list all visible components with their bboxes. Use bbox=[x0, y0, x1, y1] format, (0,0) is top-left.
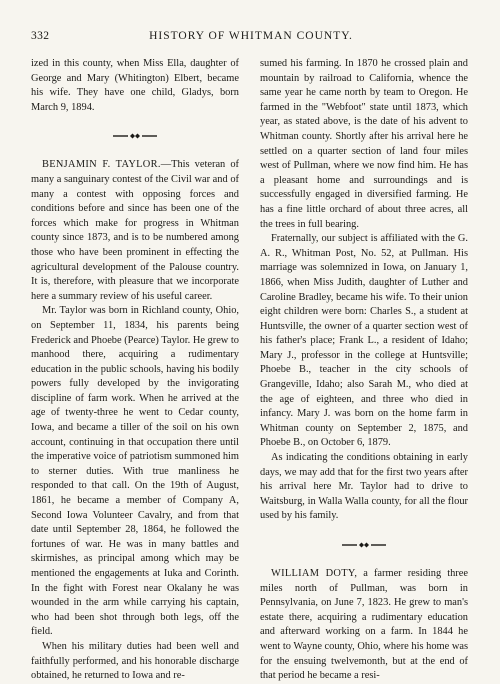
taylor-paragraph-1 bbox=[31, 158, 239, 304]
divider-ornament-icon-2 bbox=[342, 541, 386, 549]
running-title: HISTORY OF WHITMAN COUNTY. bbox=[149, 30, 353, 42]
doty-paragraph bbox=[260, 567, 468, 684]
taylor-paragraph-1-text: —This veteran of many a sanguinary contest of the Civil war and of many a contest with opposing forces and conditions before and since has been one of the forces which make for progress in Whitman county since 1873, and is to be numbered among those who have been prominent in effecting the agricultural development of the Palouse country. It is, therefore, with pleasure that we incorporate here a summary review of his useful career. bbox=[31, 159, 239, 302]
taylor-paragraph-2: Mr. Taylor was born in Richland county, Ohio, on September 11, 1834, his parents being Frederick and Phoebe (Pearce) Taylor. He grew to manhood there, acquiring a rudimentary education in the public schools, having his bodily powers fully developed by the invigorating discipline of farm work. When he arrived at the age of twenty-three he went to Cedar county, Iowa, and became a tiller of the soil on his own account, continuing in that occupation there until the imperative voice of patriotism summoned him to sterner duties. With true manliness he responded to that call. On the 19th of August, 1861, he became a member of Company A, Second Iowa Volunteer Cavalry, and from that date until September 28, 1864, he followed the fortunes of war. He was in many battles and skirmishes, as principal among which may be mentioned the engagements at Iuka and Corinth. In the fight with Forest near Okalany he was wounded in the arm while carrying his captain, who had been shot through both legs, off the field. bbox=[31, 305, 239, 638]
right-column bbox=[260, 57, 468, 684]
left-column bbox=[31, 57, 239, 684]
intro-paragraph: ized in this county, when Miss Ella, daughter of George and Mary (Whitington) Elbert, became his wife. They have one child, Gladys, born March 9, 1894. bbox=[31, 58, 239, 113]
divider-ornament-icon bbox=[113, 132, 157, 140]
continued-paragraph: sumed his farming. In 1870 he crossed plain and mountain by railroad to California, whence the same year he came north by team to Oregon. He farmed in the "Webfoot" state until 1873, which year, as stated above, is the date of his advent to Whitman county. Shortly after his arrival here he settled on a quarter section of land four miles west of Pullman, where we now find him. He has a pleasant home and surroundings and is successfully engaged in diversified farming. He has a fine little orchard of about three acres, all the trees in full bearing. bbox=[260, 58, 468, 230]
fraternal-paragraph: Fraternally, our subject is affiliated with the G. A. R., Whitman Post, No. 52, at Pullman. His marriage was solemnized in Iowa, on January 1, 1866, when Miss Judith, daughter of Luther and Caroline Bradley, became his wife. To their union eight children were born: Charles S., a student at Huntsville, the owner of a quarter section west of his father's place; Frank L., a resident of Idaho; Mary J., professor in the college at Huntsville; Phoebe B., teacher in the city schools of Grangeville, Idaho; also Sarah M., who died at the age of eighteen, and three who died in infancy. Mary J. was born on the home farm in Whitman county on September 2, 1875, and Phoebe B., on October 6, 1879. bbox=[260, 233, 468, 449]
taylor-heading-name: BENJAMIN F. TAYLOR. bbox=[42, 159, 161, 171]
page-number: 332 bbox=[31, 30, 50, 42]
conditions-paragraph: As indicating the conditions obtaining in early days, we may add that for the first two years after his arrival here Mr. Taylor had to drive to Waitsburg, in Walla Walla county, for all the flour used by his family. bbox=[260, 452, 468, 522]
doty-heading-name: WILLIAM DOTY, bbox=[271, 568, 358, 579]
doty-paragraph-text: a farmer residing three miles north of Pullman, was born in Pennsylvania, on June 7, 1823. He grew to man's estate there, acquiring a rudimentary education and afterward working on a farm. In 1844 he went to Wayne county, Ohio, where his home was for the ensuing twelvemonth, but at the end of that period he became a resi- bbox=[260, 568, 468, 682]
section-divider-ornament-2 bbox=[260, 540, 468, 550]
taylor-paragraph-3: When his military duties had been well and faithfully performed, and his honorable discharge obtained, he returned to Iowa and re- bbox=[31, 640, 239, 682]
page-header bbox=[31, 30, 471, 46]
section-divider-ornament bbox=[31, 131, 239, 141]
